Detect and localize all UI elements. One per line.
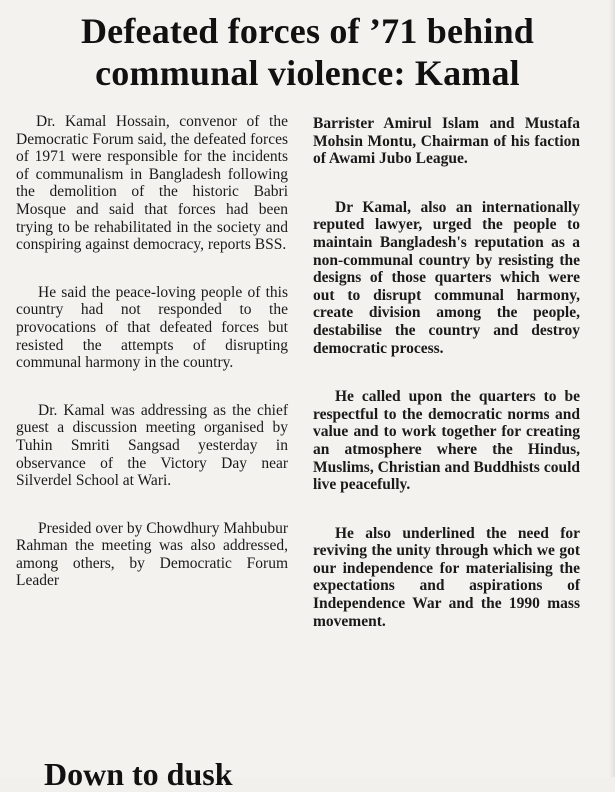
headline-line-1: Defeated forces of ’71 behind — [80, 11, 535, 51]
right-column — [313, 115, 580, 630]
paragraph-7: He called upon the quarters to be respectful to the democratic norms and value and to work together for creating an atmosphere where the Hindus, Muslims, Christian and Buddhists could live peacefully. — [313, 388, 580, 494]
paper-edge-shadow — [609, 0, 615, 777]
paragraph-8: He also underlined the need for reviving the unity through which we got our independence for materialising the expectations and aspirations of Independence War and the 1990 mass movement. — [313, 524, 580, 630]
next-article-headline: Down to dusk — [44, 756, 233, 792]
paragraph-5: Barrister Amirul Islam and Mustafa Mohsin Montu, Chairman of his faction of Awami Jubo League. — [313, 115, 580, 168]
paragraph-3: Dr. Kamal was addressing as the chief guest a discussion meeting organised by Tuhin Smriti Sangsad yesterday in observance of the Victory Day near Silverdel School at Wari. — [16, 401, 288, 490]
paragraph-1: Dr. Kamal Hossain, convenor of the Democratic Forum said, the defeated forces of 1971 were responsible for the incidents of communalism in Bangladesh following the demolition of the historic Babri Mosque and said that forces had been trying to be rehabilitated in the society and conspiring against democracy, reports BSS. — [16, 113, 288, 254]
article-headline — [10, 10, 605, 94]
headline-line-2: communal violence: Kamal — [95, 53, 520, 93]
paragraph-4: Presided over by Chowdhury Mahbubur Rahman the meeting was also addressed, among others, by Democratic Forum Leader — [16, 519, 288, 590]
paragraph-2: He said the peace-loving people of this country had not responded to the provocations of that defeated forces but resisted the attempts of disrupting communal harmony in the country. — [16, 283, 288, 372]
left-column — [16, 113, 288, 590]
paragraph-6: Dr Kamal, also an internationally reputed lawyer, urged the people to maintain Bangladesh's reputation as a non-communal country by resisting the designs of those quarters which were out to disrupt communal harmony, create division among the people, destabilise the country and destroy democratic process. — [313, 198, 580, 357]
